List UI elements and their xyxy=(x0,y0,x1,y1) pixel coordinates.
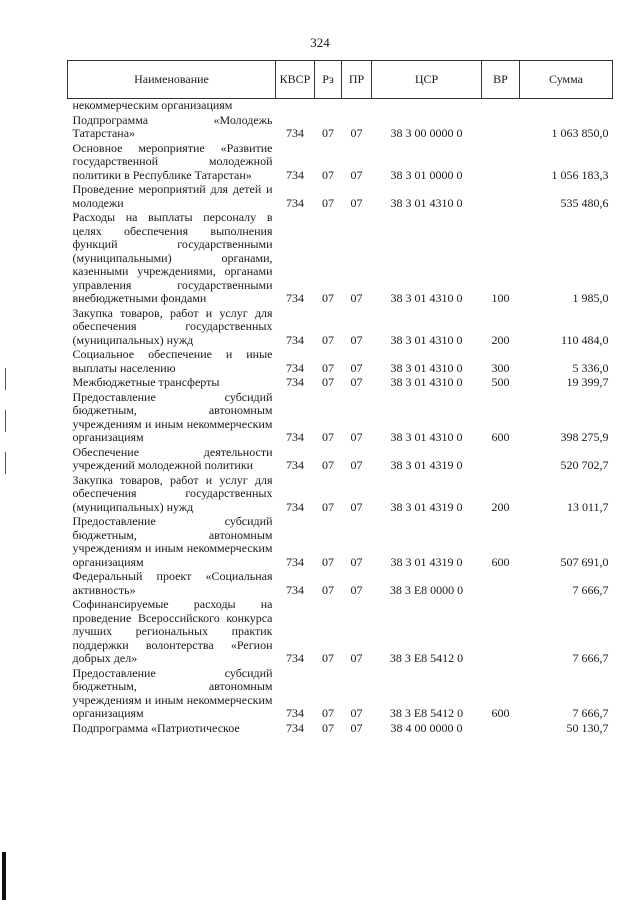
cell-kvsr: 734 xyxy=(286,554,304,569)
cell-kvsr: 734 xyxy=(286,360,304,375)
table-row xyxy=(68,99,613,113)
cell-name: Обеспечение деятельности учреждений молодежной политики xyxy=(72,444,273,472)
cell-sum xyxy=(520,99,613,113)
cell-name: Федеральный проект «Социальная активность» xyxy=(72,569,273,597)
cell-name: некоммерческим организациям xyxy=(72,98,233,112)
cell-sum: 7 666,7 xyxy=(572,651,609,665)
cell-kvsr: 734 xyxy=(286,375,304,389)
cell-name: Социальное обеспечение и иные выплаты населению xyxy=(72,347,273,375)
page-number: 324 xyxy=(310,35,330,50)
cell-rz: 07 xyxy=(322,651,334,665)
header-csr: ЦСР xyxy=(372,61,482,99)
cell-vr: 600 xyxy=(491,706,510,720)
cell-rz: 07 xyxy=(322,195,334,210)
cell-vr: 600 xyxy=(491,554,510,569)
cell-sum: 5 336,0 xyxy=(572,360,609,375)
cell-pr: 07 xyxy=(350,430,363,444)
cell-vr xyxy=(482,721,520,736)
cell-rz: 07 xyxy=(322,582,334,597)
cell-csr: 38 3 01 0000 0 xyxy=(390,167,463,182)
cell-sum: 535 480,6 xyxy=(560,195,609,210)
cell-sum: 1 056 183,3 xyxy=(551,167,609,182)
cell-sum: 13 011,7 xyxy=(566,499,609,514)
cell-csr: 38 3 01 4319 0 xyxy=(390,554,463,569)
cell-vr: 500 xyxy=(491,375,510,389)
cell-rz: 07 xyxy=(322,706,334,720)
cell-csr: 38 3 01 4310 0 xyxy=(390,332,463,347)
cell-kvsr: 734 xyxy=(286,430,304,444)
cell-name: Проведение мероприятий для детей и молодежи xyxy=(72,182,273,210)
cell-pr: 07 xyxy=(350,651,363,665)
cell-name: Подпрограмма «Патриотическое xyxy=(72,720,240,735)
cell-csr: 38 3 01 4310 0 xyxy=(390,195,463,210)
header-kvsr: КВСР xyxy=(276,61,315,99)
header-sum: Сумма xyxy=(520,61,613,99)
cell-pr: 07 xyxy=(350,195,363,210)
table-body xyxy=(68,99,613,736)
table-row xyxy=(68,597,613,666)
table-row xyxy=(68,390,613,445)
cell-csr: 38 3 Е8 0000 0 xyxy=(389,582,464,597)
cell-sum: 7 666,7 xyxy=(572,582,609,597)
cell-rz: 07 xyxy=(322,375,334,389)
cell-kvsr: 734 xyxy=(286,720,304,735)
cell-sum: 1 985,0 xyxy=(572,291,609,305)
cell-rz: 07 xyxy=(322,554,334,569)
cell-rz: 07 xyxy=(322,360,334,375)
cell-csr: 38 3 Е8 5412 0 xyxy=(389,706,464,720)
cell-rz: 07 xyxy=(322,430,334,444)
cell-pr: 07 xyxy=(350,582,363,597)
cell-kvsr: 734 xyxy=(286,291,304,305)
cell-pr: 07 xyxy=(350,126,363,140)
cell-kvsr: 734 xyxy=(286,651,304,665)
cell-sum: 507 691,0 xyxy=(560,554,609,569)
cell-csr: 38 3 01 4319 0 xyxy=(390,458,463,472)
header-vr: ВР xyxy=(482,61,520,99)
cell-vr xyxy=(482,113,520,141)
table-header xyxy=(68,61,613,99)
cell-sum: 19 399,7 xyxy=(566,375,609,389)
cell-kvsr: 734 xyxy=(286,458,304,472)
cell-name: Подпрограмма «Молодежь Татарстана» xyxy=(72,112,273,140)
cell-kvsr xyxy=(276,99,315,113)
cell-kvsr: 734 xyxy=(286,582,304,597)
table-row xyxy=(68,721,613,736)
cell-vr xyxy=(482,182,520,210)
table-row xyxy=(68,182,613,210)
cell-vr xyxy=(482,597,520,666)
cell-vr: 600 xyxy=(491,430,510,444)
cell-sum: 110 484,0 xyxy=(560,332,609,347)
header-pr: ПР xyxy=(342,61,372,99)
cell-kvsr: 734 xyxy=(286,332,304,347)
table-row xyxy=(68,347,613,375)
cell-name: Основное мероприятие «Развитие государственной молодежной политики в Республике Татарстан» xyxy=(72,140,273,182)
cell-pr: 07 xyxy=(350,291,363,305)
cell-rz: 07 xyxy=(322,126,334,140)
cell-pr: 07 xyxy=(350,706,363,720)
table-row xyxy=(68,113,613,141)
margin-mark xyxy=(5,452,6,474)
cell-csr: 38 3 01 4310 0 xyxy=(390,430,463,444)
cell-name: Предоставление субсидий бюджетным, автономным учреждениям и иным некоммерческим организациям xyxy=(72,514,273,569)
cell-sum: 1 063 850,0 xyxy=(551,126,609,140)
cell-pr: 07 xyxy=(350,499,363,514)
cell-kvsr: 734 xyxy=(286,195,304,210)
margin-mark xyxy=(5,410,6,432)
cell-pr: 07 xyxy=(350,332,363,347)
cell-vr: 200 xyxy=(491,332,510,347)
cell-pr xyxy=(342,99,372,113)
cell-pr: 07 xyxy=(350,458,363,472)
cell-kvsr: 734 xyxy=(286,167,304,182)
table-row xyxy=(68,306,613,348)
cell-csr: 38 3 01 4310 0 xyxy=(390,375,463,389)
cell-csr: 38 4 00 0000 0 xyxy=(390,720,463,735)
cell-vr: 200 xyxy=(491,499,510,514)
cell-kvsr: 734 xyxy=(286,706,304,720)
cell-pr: 07 xyxy=(350,720,363,735)
cell-rz: 07 xyxy=(322,291,334,305)
cell-vr xyxy=(482,99,520,113)
cell-sum: 520 702,7 xyxy=(560,458,609,472)
table-row xyxy=(68,141,613,183)
cell-csr xyxy=(372,99,482,113)
cell-name: Предоставление субсидий бюджетным, автономным учреждениям и иным некоммерческим организациям xyxy=(72,389,273,444)
cell-vr xyxy=(482,141,520,183)
cell-csr: 38 3 01 4310 0 xyxy=(390,291,463,305)
cell-sum: 398 275,9 xyxy=(560,430,609,444)
cell-name: Закупка товаров, работ и услуг для обеспечения государственных (муниципальных) нужд xyxy=(72,472,273,514)
header-rz: Рз xyxy=(315,61,342,99)
cell-name: Предоставление субсидий бюджетным, автономным учреждениям и иным некоммерческим организациям xyxy=(72,665,273,720)
table-row xyxy=(68,445,613,473)
cell-pr: 07 xyxy=(350,167,363,182)
cell-csr: 38 3 01 4319 0 xyxy=(390,499,463,514)
cell-vr xyxy=(482,569,520,597)
cell-rz: 07 xyxy=(322,720,334,735)
cell-kvsr: 734 xyxy=(286,499,304,514)
cell-name: Закупка товаров, работ и услуг для обеспечения государственных (муниципальных) нужд xyxy=(72,305,273,347)
cell-csr: 38 3 Е8 5412 0 xyxy=(389,651,464,665)
margin-mark xyxy=(5,368,6,390)
cell-vr: 300 xyxy=(491,360,510,375)
table-row xyxy=(68,666,613,721)
budget-table xyxy=(67,60,613,735)
margin-mark xyxy=(2,852,6,900)
table-row xyxy=(68,375,613,390)
table-row xyxy=(68,473,613,515)
cell-pr: 07 xyxy=(350,554,363,569)
cell-name: Расходы на выплаты персоналу в целях обеспечения выполнения функций государственными (муниципальными) органами, казенными учреждениями, органами управления государственными внебюджетными фондами xyxy=(72,210,273,305)
header-name: Наименование xyxy=(68,61,276,99)
cell-rz xyxy=(315,99,342,113)
cell-rz: 07 xyxy=(322,167,334,182)
cell-vr xyxy=(482,445,520,473)
cell-name: Межбюджетные трансферты xyxy=(72,375,220,389)
cell-rz: 07 xyxy=(322,499,334,514)
cell-rz: 07 xyxy=(322,332,334,347)
cell-name: Софинансируемые расходы на проведение Всероссийского конкурса лучших региональных практик поддержки волонтерства «Регион добрых дел» xyxy=(72,597,273,665)
cell-sum: 50 130,7 xyxy=(566,720,609,735)
cell-pr: 07 xyxy=(350,375,363,389)
cell-csr: 38 3 01 4310 0 xyxy=(390,360,463,375)
cell-vr: 100 xyxy=(491,291,510,305)
cell-sum: 7 666,7 xyxy=(572,706,609,720)
table-row xyxy=(68,514,613,569)
cell-csr: 38 3 00 0000 0 xyxy=(390,126,463,140)
table-row xyxy=(68,210,613,306)
table-row xyxy=(68,569,613,597)
cell-kvsr: 734 xyxy=(286,126,304,140)
cell-rz: 07 xyxy=(322,458,334,472)
cell-pr: 07 xyxy=(350,360,363,375)
